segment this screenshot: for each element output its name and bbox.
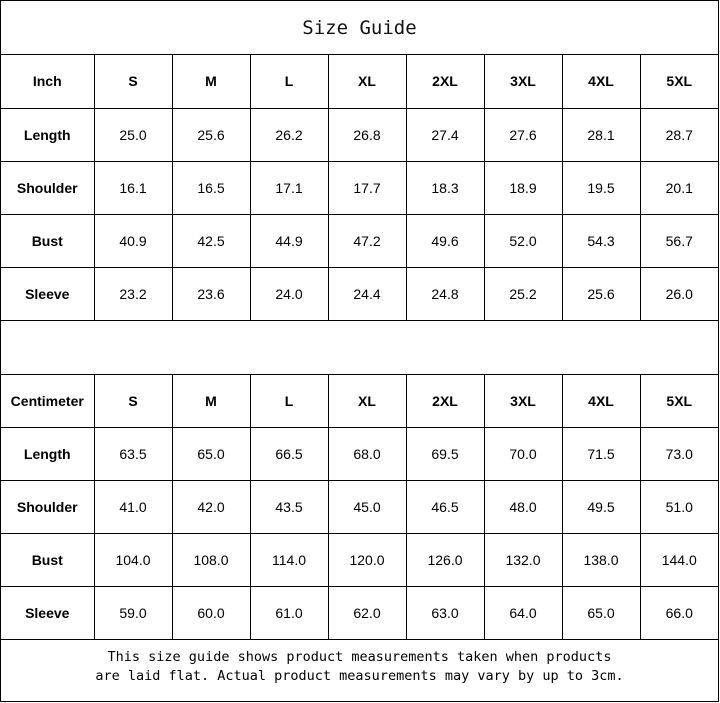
measurement-value: 126.0: [406, 534, 484, 587]
size-guide-title: Size Guide: [1, 1, 718, 55]
measurement-value: 41.0: [94, 481, 172, 534]
measurement-value: 59.0: [94, 587, 172, 640]
measurement-value: 114.0: [250, 534, 328, 587]
note-line-1: This size guide shows product measurements taken when products: [107, 648, 612, 665]
measurement-value: 144.0: [640, 534, 718, 587]
measurement-value: 25.6: [172, 108, 250, 161]
measurement-value: 28.1: [562, 108, 640, 161]
size-header: 3XL: [484, 55, 562, 108]
measurement-value: 18.3: [406, 161, 484, 214]
measurement-label: Length: [1, 108, 94, 161]
measurement-value: 54.3: [562, 214, 640, 267]
measurement-value: 68.0: [328, 428, 406, 481]
measurement-value: 23.6: [172, 267, 250, 320]
measurement-value: 108.0: [172, 534, 250, 587]
note-line-2: are laid flat. Actual product measurements may vary by up to 3cm.: [95, 667, 624, 684]
measurement-value: 49.6: [406, 214, 484, 267]
size-header: 2XL: [406, 55, 484, 108]
size-header: 3XL: [484, 375, 562, 428]
measurement-value: 24.0: [250, 267, 328, 320]
table-row: [1, 428, 718, 481]
table-row: [1, 214, 718, 267]
measurement-value: 138.0: [562, 534, 640, 587]
measurement-value: 20.1: [640, 161, 718, 214]
measurement-value: 66.0: [640, 587, 718, 640]
unit-label: Inch: [1, 55, 94, 108]
table-row: [1, 161, 718, 214]
measurement-value: 42.5: [172, 214, 250, 267]
measurement-value: 63.0: [406, 587, 484, 640]
size-header: 4XL: [562, 55, 640, 108]
measurement-label: Length: [1, 428, 94, 481]
measurement-value: 25.2: [484, 267, 562, 320]
measurement-value: 132.0: [484, 534, 562, 587]
measurement-value: 60.0: [172, 587, 250, 640]
measurement-value: 65.0: [172, 428, 250, 481]
measurement-label: Shoulder: [1, 161, 94, 214]
measurement-value: 17.1: [250, 161, 328, 214]
measurement-value: 104.0: [94, 534, 172, 587]
measurement-value: 17.7: [328, 161, 406, 214]
measurement-value: 43.5: [250, 481, 328, 534]
table-header-row: [1, 55, 718, 108]
measurement-value: 49.5: [562, 481, 640, 534]
measurement-value: 16.1: [94, 161, 172, 214]
measurement-value: 42.0: [172, 481, 250, 534]
measurement-value: 18.9: [484, 161, 562, 214]
table-row: [1, 587, 718, 640]
measurement-value: 66.5: [250, 428, 328, 481]
measurement-value: 120.0: [328, 534, 406, 587]
measurement-note: [1, 640, 718, 693]
measurement-value: 27.6: [484, 108, 562, 161]
measurement-value: 23.2: [94, 267, 172, 320]
measurement-value: 63.5: [94, 428, 172, 481]
size-header: XL: [328, 55, 406, 108]
measurement-value: 26.8: [328, 108, 406, 161]
measurement-value: 26.2: [250, 108, 328, 161]
table-row: [1, 267, 718, 320]
measurement-value: 27.4: [406, 108, 484, 161]
measurement-value: 61.0: [250, 587, 328, 640]
table-spacer: [1, 321, 718, 375]
measurement-value: 16.5: [172, 161, 250, 214]
size-header: 5XL: [640, 375, 718, 428]
measurement-value: 62.0: [328, 587, 406, 640]
size-header: M: [172, 55, 250, 108]
measurement-value: 25.6: [562, 267, 640, 320]
measurement-value: 71.5: [562, 428, 640, 481]
measurement-value: 47.2: [328, 214, 406, 267]
measurement-value: 44.9: [250, 214, 328, 267]
measurement-value: 51.0: [640, 481, 718, 534]
measurement-value: 52.0: [484, 214, 562, 267]
size-header: S: [94, 375, 172, 428]
measurement-value: 24.8: [406, 267, 484, 320]
measurement-value: 24.4: [328, 267, 406, 320]
size-header: 5XL: [640, 55, 718, 108]
unit-label: Centimeter: [1, 375, 94, 428]
measurement-value: 56.7: [640, 214, 718, 267]
measurement-value: 48.0: [484, 481, 562, 534]
measurement-label: Sleeve: [1, 587, 94, 640]
measurement-value: 40.9: [94, 214, 172, 267]
size-header: S: [94, 55, 172, 108]
table-row: [1, 534, 718, 587]
measurement-value: 28.7: [640, 108, 718, 161]
measurement-label: Bust: [1, 214, 94, 267]
measurement-value: 45.0: [328, 481, 406, 534]
measurement-value: 70.0: [484, 428, 562, 481]
measurement-value: 25.0: [94, 108, 172, 161]
centimeter-size-table: [1, 375, 718, 641]
measurement-value: 26.0: [640, 267, 718, 320]
measurement-value: 64.0: [484, 587, 562, 640]
measurement-label: Sleeve: [1, 267, 94, 320]
measurement-label: Shoulder: [1, 481, 94, 534]
size-header: L: [250, 375, 328, 428]
table-row: [1, 108, 718, 161]
measurement-value: 46.5: [406, 481, 484, 534]
measurement-label: Bust: [1, 534, 94, 587]
size-header: 4XL: [562, 375, 640, 428]
size-header: L: [250, 55, 328, 108]
measurement-value: 73.0: [640, 428, 718, 481]
size-header: M: [172, 375, 250, 428]
size-header: 2XL: [406, 375, 484, 428]
measurement-value: 65.0: [562, 587, 640, 640]
measurement-value: 19.5: [562, 161, 640, 214]
inch-size-table: [1, 55, 718, 321]
table-row: [1, 481, 718, 534]
measurement-value: 69.5: [406, 428, 484, 481]
size-header: XL: [328, 375, 406, 428]
table-header-row: [1, 375, 718, 428]
